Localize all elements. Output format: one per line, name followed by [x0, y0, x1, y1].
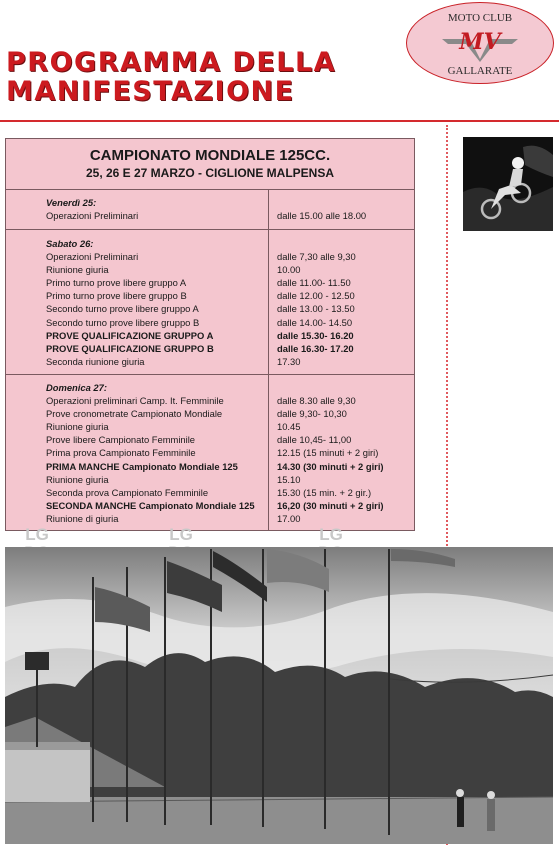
day-section-saturday — [6, 231, 414, 375]
schedule-row: PRIMA MANCHE Campionato Mondiale 125 14.30 (30 minuti + 2 giri) — [46, 460, 384, 472]
day-label: Domenica 27: — [46, 382, 107, 393]
schedule-row: Operazioni Preliminari dalle 15.00 alle 18.00 — [46, 210, 367, 222]
page-title-line1: PROGRAMMA DELLA — [6, 47, 337, 78]
schedule-row: Seconda riunione giuria 17.30 — [46, 355, 301, 367]
schedule-row: Primo turno prove libere gruppo A dalle 11.00- 11.50 — [46, 277, 351, 289]
day-label: Sabato 26: — [46, 238, 94, 249]
logo-city-text: GALLARATE — [447, 65, 513, 77]
schedule-row: SECONDA MANCHE Campionato Mondiale 125 16,20 (30 minuti + 2 giri) — [46, 499, 384, 511]
event-subtitle: 25, 26 E 27 MARZO - CIGLIONE MALPENSA — [85, 166, 335, 180]
schedule-row: Seconda prova Campionato Femminile 15.30 (15 min. + 2 gir.) — [46, 486, 372, 498]
schedule-row: Prove libere Campionato Femminile dalle 10,45- 11,00 — [46, 434, 352, 446]
svg-text:MV: MV — [459, 29, 501, 55]
mv-emblem-icon — [440, 25, 520, 63]
schedule-panel — [5, 138, 415, 544]
watermark: LG — [169, 525, 193, 544]
schedule-row: Primo turno prove libere gruppo B dalle 12.00 - 12.50 — [46, 290, 355, 302]
watermark: LG — [25, 525, 49, 544]
moto-club-logo — [406, 2, 554, 84]
schedule-row: Operazioni Preliminari dalle 7,30 alle 9,30 — [46, 251, 356, 263]
schedule-row: Secondo turno prove libere gruppo A dalle 13.00 - 13.50 — [46, 303, 355, 315]
schedule-row: Riunione di giuria 17.00 — [46, 512, 301, 524]
event-title: CAMPIONATO MONDIALE 125CC. — [89, 147, 331, 164]
schedule-row: PROVE QUALIFICAZIONE GRUPPO A dalle 15.30- 16.20 — [46, 329, 354, 341]
schedule-row: Riunione giuria 15.10 — [46, 473, 301, 485]
day-label: Venerdì 25: — [46, 197, 97, 208]
header-divider — [0, 120, 559, 122]
motocross-jump-photo — [463, 137, 553, 231]
schedule-row: Secondo turno prove libere gruppo B dalle 14.00- 14.50 — [46, 316, 353, 328]
page-title — [6, 48, 336, 106]
day-section-sunday — [6, 376, 414, 530]
schedule-row: Riunione giuria 10.45 — [46, 421, 301, 433]
schedule-row: Riunione giuria 10.00 — [46, 264, 301, 276]
flags-track-photo — [5, 547, 553, 844]
logo-club-text: MOTO CLUB — [447, 12, 513, 24]
schedule-row: PROVE QUALIFICAZIONE GRUPPO B dalle 16.30- 17.20 — [46, 342, 354, 354]
schedule-row: Operazioni preliminari Camp. It. Femminile dalle 8.30 alle 9,30 — [46, 395, 356, 407]
page-title-line2: MANIFESTAZIONE — [6, 76, 295, 107]
schedule-header — [6, 139, 414, 190]
schedule-row: Prove cronometrate Campionato Mondiale dalle 9,30- 10,30 — [46, 408, 347, 420]
watermark: LG — [319, 525, 343, 544]
schedule-row: Prima prova Campionato Femminile 12.15 (15 minuti + 2 giri) — [46, 447, 379, 459]
day-section-friday — [6, 190, 414, 230]
